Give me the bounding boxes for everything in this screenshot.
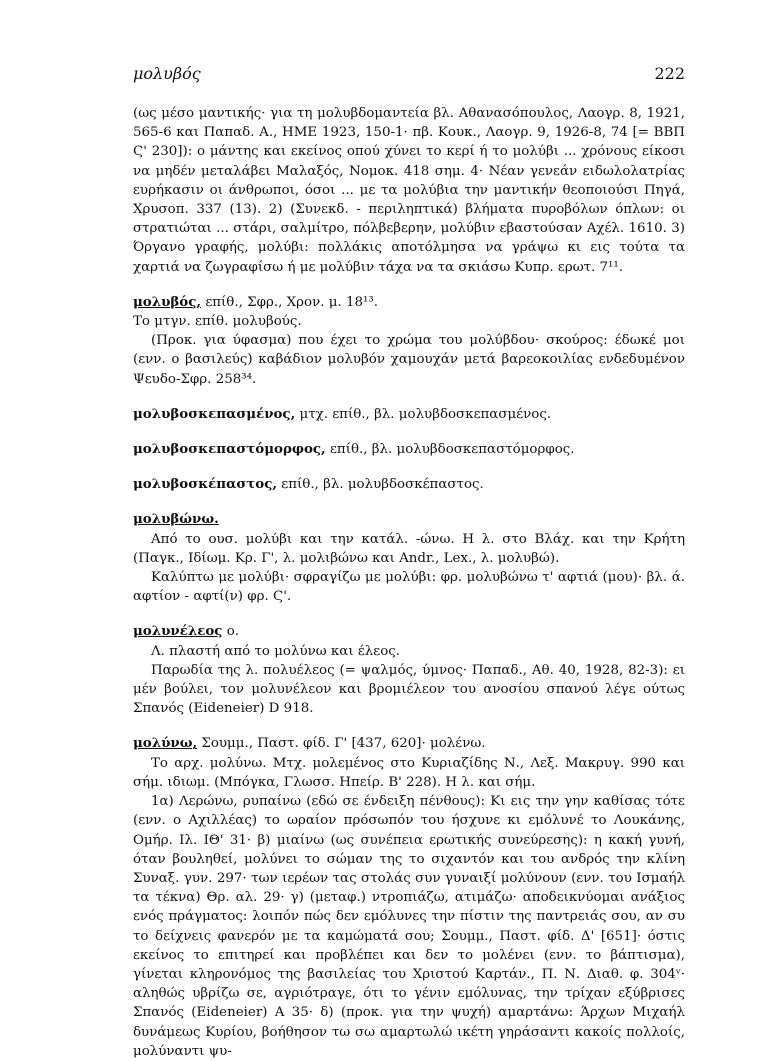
headword: μολύνω, (133, 735, 198, 752)
headword: μολυβοσκεπαστόμορφος, (133, 441, 326, 458)
entry-grammar: μτχ. επίθ., βλ. μολυβδοσκεπασμένος. (295, 406, 552, 422)
headword: μολυνέλεος (133, 623, 223, 640)
definition: Καλύπτω με μολύβι· σφραγίζω με μολύβι: φρ. μολυβώνω τ' αφτιά (μου)· βλ. ά. αφτίον - αφτί(ν) φρ. Ϛ'. (133, 570, 685, 605)
entry-grammar: επίθ., Σφρ., Χρον. μ. 18¹³. (201, 294, 378, 310)
entry-molyno (133, 734, 685, 1060)
entry-molyvos (133, 293, 685, 389)
entry-grammar: ο. (222, 624, 240, 640)
definition: 1α) Λερώνω, ρυπαίνω (εδώ σε ένδειξη πένθους): Κι εις την γην καθίσας τότε (ενν. ο Αχιλλέας) το ωραίον πρόσωπόν του ήσχυνε κι εμόλυνέ το Λουκάνης, Ομήρ. Ιλ. ΙΘ' 31· β) μιαίνω (ως συνέπεια ερωτικής συνεύρεσης): η κακή γυνή, όταν βουληθεί, μολύνει το σώμαν της το σιχαντόν και του ανδρός την κλίνη Συναξ. γυν. 297· των ιερέων τας στολάς συν γυναιξί μολύνουν (ενν. του Ισμαήλ τα τέκνα) Θρ. αλ. 29· γ) (μεταφ.) ντροπιάζω, ατιμάζω· αποδεικνύομαι ανάξιος ενός πράγματος: λοιπόν πώς δεν εμόλυνες την πίστιν της παντρειάς σου, αν συ το δείχνεις φανερόν με τα καμώματά σου; Σουμμ., Παστ. φίδ. Δ' [651]· όστις εκείνος το επιτηρεί και προβλέπει και δεν το μολένει (ενν. το βάπτισμα), γίνεται κληρονόμος της βασιλείας του Χριστού Καρτάν., Π. Ν. Διαθ. φ. 304ᵛ· αληθώς υβρίζω σε, αγριότραγε, ότι το γένιν εμόλυνας, την τρίχαν εξύβρισες Σπανός (Eideneier) A 35· δ) (προκ. για την ψυχή) αμαρτάνω: Άρχων Μιχαήλ δυνάμεως Κυρίου, βοήθησον τω σω αμαρτωλώ ικέτη γηράσαντι κακοίς πολλοίς, μολύναντι ψυ- (133, 794, 685, 1059)
definition: (Προκ. για ύφασμα) που έχει το χρώμα του μολύβδου· σκούρος: έδωκέ μοι (ενν. ο βασιλεύς) καβάδιον μολυβόν χαμουχάν μετά βαρεοκοιλίας ενδεδυμένον Ψευδο-Σφρ. 258³⁴. (133, 333, 685, 387)
entry-molyneleos (133, 622, 685, 718)
continued-entry-text: (ως μέσο μαντικής· για τη μολυβδομαντεία βλ. Αθανασόπουλος, Λαογρ. 8, 1921, 565-6 και Παπαδ. Α., ΗΜΕ 1923, 150-1· πβ. Κουκ., Λαογρ. 9, 1926-8, 74 [= ΒΒΠ Ϛ' 230]): ο μάντης και εκείνος οπού χύνει το κερί ή το μολύβι ... χρόνους είκοσι να μηδέν μεταλάβει Μαλαξός, Νομοκ. 418 σημ. 4· Νέαν γενεάν ειδωλολατρίας ευρήκασιν οι άνθρωποι, όσοι ... με τα μολύβια την μαντικήν θεοποιούσι Πηγά, Χρυσοπ. 337 (13). 2) (Συνεκδ. - περιληπτικά) βλήματα πυροβόλων όπλων: οι στρατιώται ... στάρι, σαλμίτρο, πόλβεβερην, μολύβιν εβαστούσαν Αχέλ. 1610. 3) Όργανο γραφής, μολύβι: πολλάκις αποτόλμησα να γράψω κι εις τούτα τα χαρτιά να ζωγραφίσω ή με μολύβιν τάχα να τα σκιάσω Κυπρ. ερωτ. 7¹¹. (133, 106, 685, 275)
headword: μολυβοσκέπαστος, (133, 476, 278, 493)
entry-grammar: επίθ., βλ. μολυβδοσκεπαστόμορφος. (325, 442, 575, 458)
etymology: Το αρχ. μολύνω. Μτχ. μολεμένος στο Κυριαζίδης Ν., Λεξ. Μακρυγ. 990 και σήμ. ιδιωμ. (Μπόγκα, Γλωσσ. Ηπείρ. Β' 228). Η λ. και σήμ. (133, 755, 685, 790)
headword: μολυβός, (133, 293, 202, 310)
headword: μολυβώνω. (133, 511, 219, 528)
headword: μολυβοσκεπασμένος, (133, 405, 296, 422)
entry-molyvoskepasmenos (133, 405, 685, 424)
dictionary-page (133, 104, 685, 1061)
running-head-word: μολυβός (133, 64, 201, 83)
entry-molyvono (133, 510, 685, 606)
definition: Παρωδία της λ. πολυέλεος (= ψαλμός, ύμνος· Παπαδ., Αθ. 40, 1928, 82-3): ει μέν βούλει, τον μολυνέλεον και βρομιέλεον του ανοσίου σπανού λέγε ούτως Σπανός (Eideneier) D 918. (133, 662, 685, 717)
entry-molyvoskepastos (133, 475, 685, 494)
etymology: Από το ουσ. μολύβι και την κατάλ. -ώνω. Η λ. στο Βλάχ. και την Κρήτη (Παγκ., Ιδίωμ. Κρ. Γ', λ. μολιβώνω και Andr., Lex., λ. μολυβώ). (133, 531, 685, 566)
etymology: Λ. πλαστή από το μολύνω και έλεος. (151, 643, 401, 659)
etymology: Το μτγν. επίθ. μολυβούς. (133, 314, 302, 330)
entry-molyvoskepastomorfos (133, 440, 685, 459)
entry-grammar: επίθ., βλ. μολυβδοσκέπαστος. (277, 477, 484, 493)
page-number: 222 (654, 64, 685, 83)
page-header (133, 58, 685, 86)
entry-grammar: Σουμμ., Παστ. φίδ. Γ' [437, 620]· μολένω. (197, 736, 486, 752)
